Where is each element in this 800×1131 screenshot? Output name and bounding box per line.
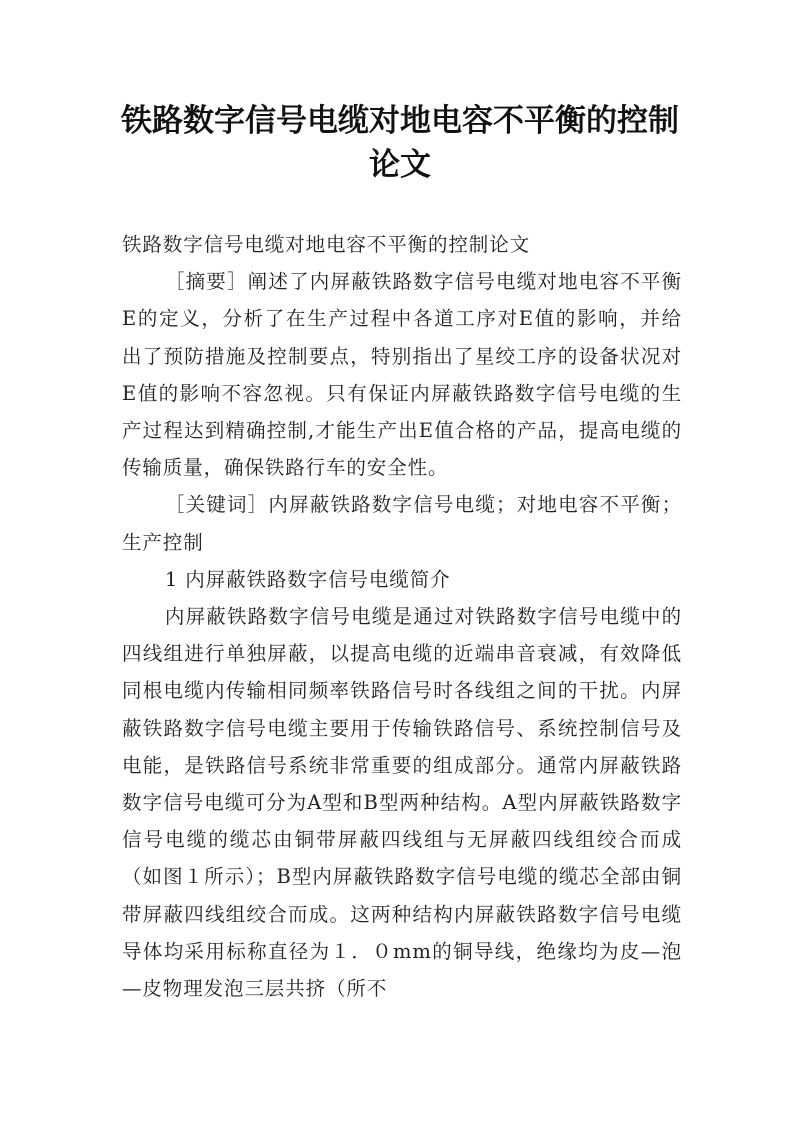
document-title-line-2: 论文 <box>369 147 431 183</box>
document-title-line-1: 铁路数字信号电缆对地电容不平衡的控制 <box>121 103 679 139</box>
document-subtitle: 铁路数字信号电缆对地电容不平衡的控制论文 <box>122 233 531 256</box>
abstract-paragraph: ［摘要］阐述了内屏蔽铁路数字信号电缆对地电容不平衡E的定义，分析了在生产过程中各道工序对E值的影响，并给出了预防措施及控制要点，特别指出了星绞工序的设备状况对E值的影响不容忽视。只有保证内屏蔽铁路数字信号电缆的生产过程达到精确控制,才能生产出E值合格的产品，提高电缆的传输质量，确保铁路行车的安全性。 <box>122 270 682 480</box>
document-body <box>122 226 682 1007</box>
keywords-paragraph: ［关键词］内屏蔽铁路数字信号电缆；对地电容不平衡；生产控制 <box>122 493 682 554</box>
section-1-paragraph: 内屏蔽铁路数字信号电缆是通过对铁路数字信号电缆中的四线组进行单独屏蔽，以提高电缆的近端串音衰减，有效降低同根电缆内传输相同频率铁路信号时各线组之间的干扰。内屏蔽铁路数字信号电缆主要用于传输铁路信号、系统控制信号及电能，是铁路信号系统非常重要的组成部分。通常内屏蔽铁路数字信号电缆可分为A型和B型两种结构。A型内屏蔽铁路数字信号电缆的缆芯由铜带屏蔽四线组与无屏蔽四线组绞合而成（如图１所示）；B型内屏蔽铁路数字信号电缆的缆芯全部由铜带屏蔽四线组绞合而成。这两种结构内屏蔽铁路数字信号电缆导体均采用标称直径为１．０mm的铜导线，绝缘均为皮—泡—皮物理发泡三层共挤（所不 <box>122 605 682 1001</box>
section-1-heading: 1 内屏蔽铁路数字信号电缆简介 <box>164 567 451 591</box>
